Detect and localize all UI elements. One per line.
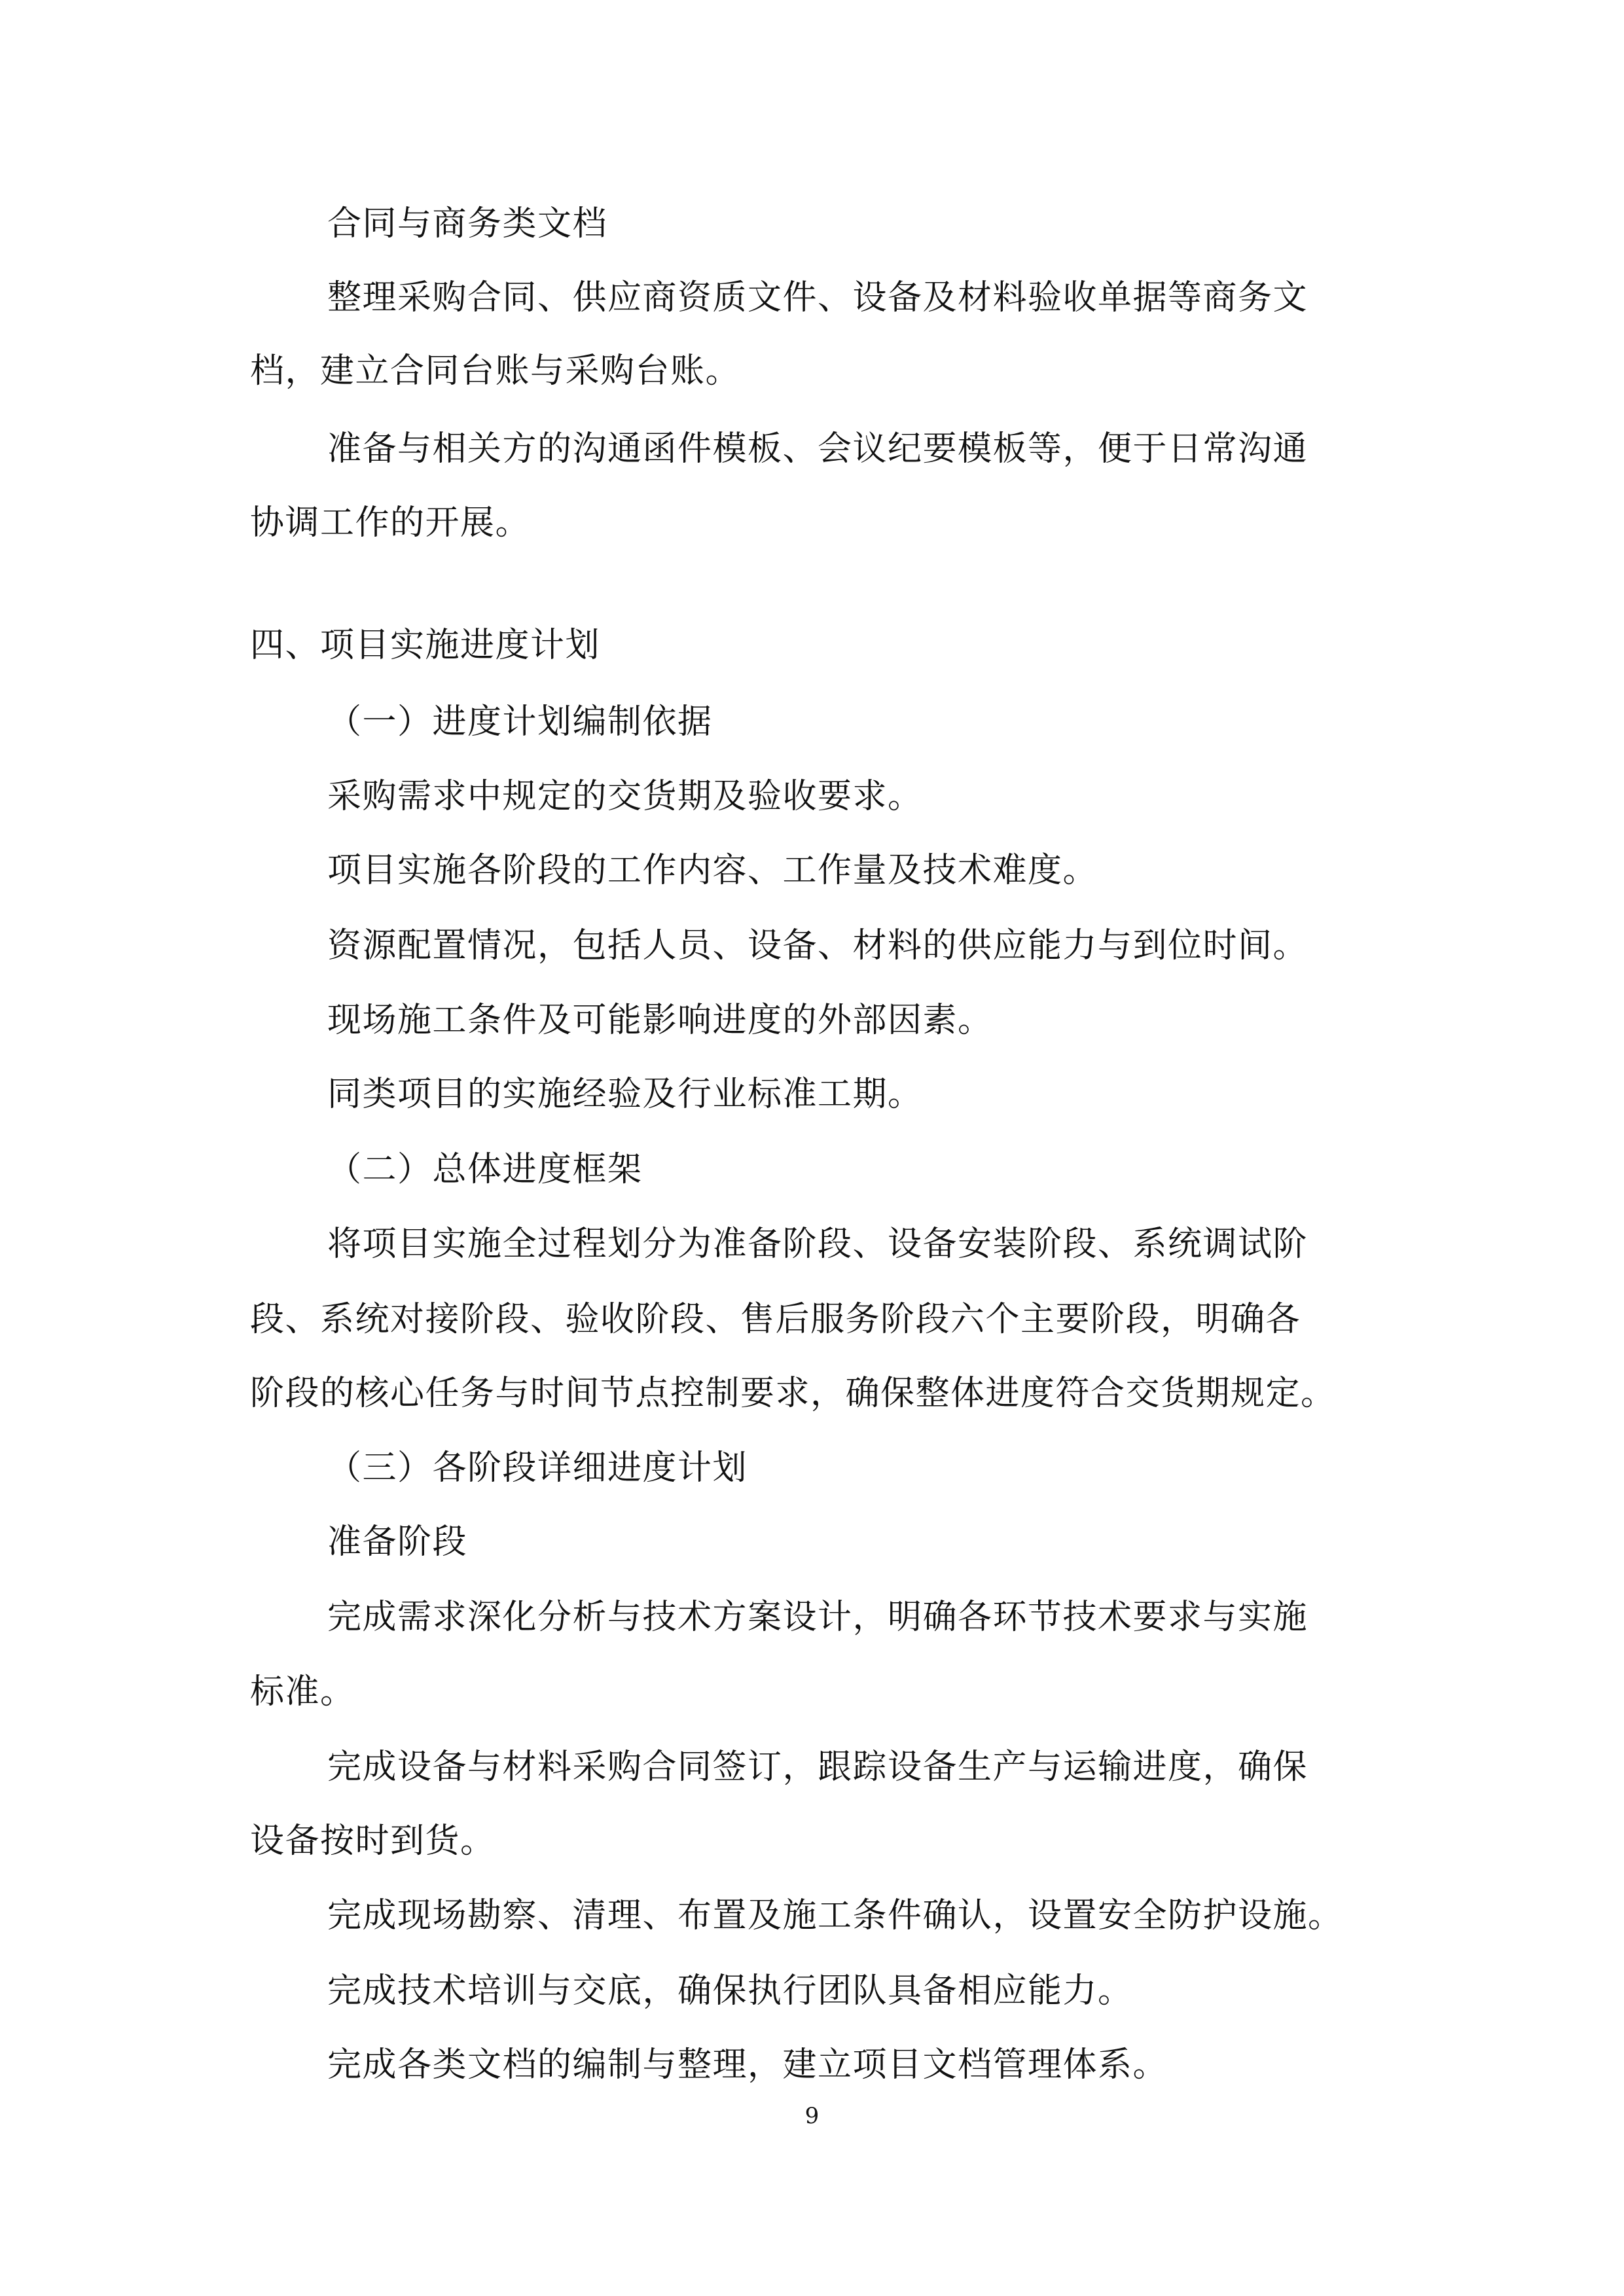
text-line: 完成技术培训与交底，确保执行团队具备相应能力。 <box>327 1971 1133 2011</box>
text-line: 项目实施各阶段的工作内容、工作量及技术难度。 <box>327 850 1098 890</box>
text-line: 完成各类文档的编制与整理，建立项目文档管理体系。 <box>327 2045 1168 2085</box>
text-line: 资源配置情况，包括人员、设备、材料的供应能力与到位时间。 <box>327 925 1308 965</box>
text-line: 准备与相关方的沟通函件模板、会议纪要模板等，便于日常沟通 <box>327 429 1308 469</box>
text-line: 整理采购合同、供应商资质文件、设备及材料验收单据等商务文 <box>327 278 1308 317</box>
text-line: 完成需求深化分析与技术方案设计，明确各环节技术要求与实施 <box>327 1597 1308 1637</box>
text-line: 将项目实施全过程划分为准备阶段、设备安装阶段、系统调试阶 <box>327 1225 1308 1265</box>
text-line: 阶段的核心任务与时间节点控制要求，确保整体进度符合交货期规定。 <box>250 1373 1336 1413</box>
text-line: 现场施工条件及可能影响进度的外部因素。 <box>327 1001 993 1041</box>
text-line: 准备阶段 <box>327 1522 468 1562</box>
subsection-heading: （一）进度计划编制依据 <box>327 702 713 742</box>
page-number: 9 <box>804 2103 820 2129</box>
text-line: 同类项目的实施经验及行业标准工期。 <box>327 1074 923 1114</box>
text-line: 协调工作的开展。 <box>250 503 531 543</box>
text-line: 完成设备与材料采购合同签订，跟踪设备生产与运输进度，确保 <box>327 1748 1308 1787</box>
text-line: 完成现场勘察、清理、布置及施工条件确认，设置安全防护设施。 <box>327 1896 1343 1936</box>
text-line: 段、系统对接阶段、验收阶段、售后服务阶段六个主要阶段，明确各 <box>250 1300 1301 1339</box>
text-line: 采购需求中规定的交货期及验收要求。 <box>327 777 923 817</box>
section-heading: 四、项目实施进度计划 <box>250 625 601 665</box>
text-line: 标准。 <box>250 1672 355 1712</box>
text-line: 档，建立合同台账与采购台账。 <box>250 351 741 391</box>
text-line: 合同与商务类文档 <box>327 204 608 243</box>
text-line: 设备按时到货。 <box>250 1821 496 1861</box>
subsection-heading: （三）各阶段详细进度计划 <box>327 1448 748 1488</box>
subsection-heading: （二）总体进度框架 <box>327 1149 643 1189</box>
